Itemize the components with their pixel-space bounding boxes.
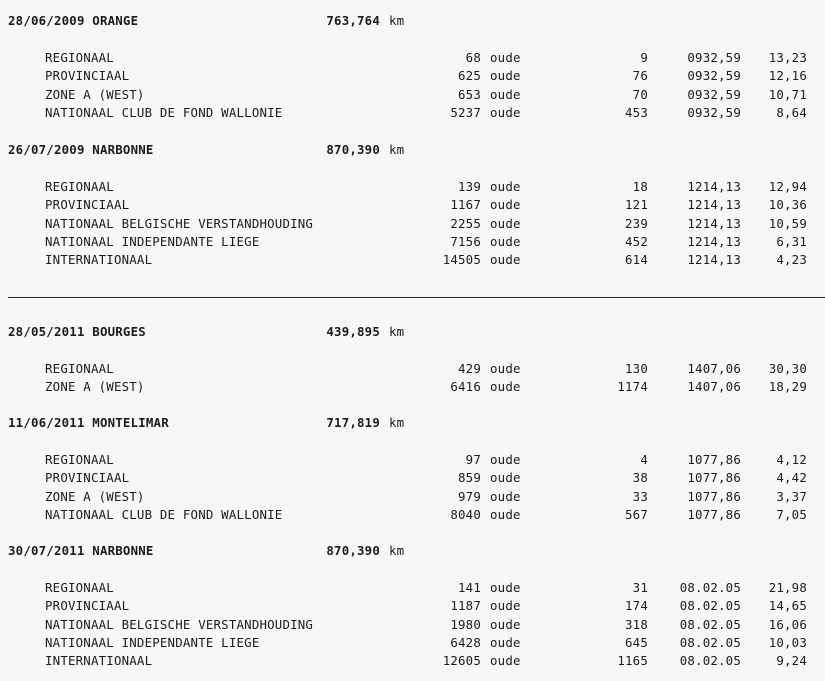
percentage-value: 12,94 — [768, 179, 807, 194]
result-row — [0, 50, 825, 68]
entry-count: 1187 — [450, 598, 481, 614]
percentage-value: 13,23 — [768, 50, 807, 65]
speed-value: 0932,59 — [687, 68, 741, 84]
result-row — [0, 68, 825, 86]
entry-count: 12605 — [442, 653, 481, 669]
result-row — [0, 489, 825, 507]
race-date-place: 11/06/2011 MONTELIMAR — [8, 415, 169, 430]
category-name: PROVINCIAAL — [45, 598, 130, 614]
age-class: oude — [490, 68, 521, 84]
speed-value: 1077,86 — [687, 506, 741, 522]
result-row — [0, 507, 825, 525]
category-name: NATIONAAL BELGISCHE VERSTANDHOUDING — [45, 215, 314, 231]
speed-value: 1214,13 — [687, 233, 741, 249]
age-class: oude — [490, 580, 521, 595]
age-class: oude — [490, 197, 521, 213]
speed-value: 1214,13 — [687, 215, 741, 231]
race-distance-unit: km — [389, 324, 405, 339]
entry-count: 6428 — [450, 634, 481, 650]
entry-count: 8040 — [450, 506, 481, 522]
entry-count: 979 — [458, 488, 481, 504]
race-block — [0, 415, 825, 525]
race-header — [0, 13, 825, 31]
race-date-place: 28/05/2011 BOURGES — [8, 324, 146, 339]
speed-value: 1214,13 — [687, 252, 741, 268]
category-name: PROVINCIAAL — [45, 197, 130, 213]
entry-count: 1167 — [450, 197, 481, 213]
speed-value: 1077,86 — [687, 488, 741, 504]
category-name: PROVINCIAAL — [45, 470, 130, 486]
category-name: ZONE A (WEST) — [45, 379, 145, 395]
entry-count: 859 — [458, 470, 481, 486]
age-class: oude — [490, 179, 521, 194]
category-name: INTERNATIONAAL — [45, 252, 153, 268]
race-distance: 870,390 — [326, 142, 380, 157]
percentage-value: 14,65 — [768, 598, 807, 614]
percentage-value: 16,06 — [768, 616, 807, 632]
result-row — [0, 617, 825, 635]
percentage-value: 3,37 — [776, 488, 807, 504]
category-name: REGIONAAL — [45, 50, 114, 65]
percentage-value: 30,30 — [768, 361, 807, 376]
age-class: oude — [490, 379, 521, 395]
prize-count: 38 — [632, 470, 648, 486]
speed-value: 1214,13 — [687, 179, 741, 194]
percentage-value: 18,29 — [768, 379, 807, 395]
result-row — [0, 653, 825, 671]
speed-value: 0932,59 — [687, 104, 741, 120]
category-name: REGIONAAL — [45, 179, 114, 194]
prize-count: 18 — [632, 179, 648, 194]
category-name: NATIONAAL CLUB DE FOND WALLONIE — [45, 104, 283, 120]
category-name: INTERNATIONAAL — [45, 653, 153, 669]
percentage-value: 6,31 — [776, 233, 807, 249]
prize-count: 130 — [625, 361, 648, 376]
result-row — [0, 234, 825, 252]
entry-count: 139 — [458, 179, 481, 194]
category-name: ZONE A (WEST) — [45, 488, 145, 504]
speed-value: 1077,86 — [687, 470, 741, 486]
result-row — [0, 216, 825, 234]
age-class: oude — [490, 452, 521, 467]
age-class: oude — [490, 50, 521, 65]
category-name: REGIONAAL — [45, 452, 114, 467]
age-class: oude — [490, 470, 521, 486]
age-class: oude — [490, 616, 521, 632]
result-rows — [0, 179, 825, 270]
result-row — [0, 580, 825, 598]
result-row — [0, 87, 825, 105]
race-distance: 717,819 — [326, 415, 380, 430]
prize-count: 31 — [632, 580, 648, 595]
age-class: oude — [490, 86, 521, 102]
race-date-place: 30/07/2011 NARBONNE — [8, 543, 154, 558]
category-name: NATIONAAL INDEPENDANTE LIEGE — [45, 233, 260, 249]
age-class: oude — [490, 252, 521, 268]
category-name: NATIONAAL BELGISCHE VERSTANDHOUDING — [45, 616, 314, 632]
percentage-value: 7,05 — [776, 506, 807, 522]
entry-count: 625 — [458, 68, 481, 84]
result-row — [0, 635, 825, 653]
age-class: oude — [490, 361, 521, 376]
percentage-value: 4,23 — [776, 252, 807, 268]
race-distance: 870,390 — [326, 543, 380, 558]
race-date-place: 28/06/2009 ORANGE — [8, 13, 139, 28]
entry-count: 68 — [465, 50, 481, 65]
result-row — [0, 252, 825, 270]
entry-count: 6416 — [450, 379, 481, 395]
percentage-value: 10,71 — [768, 86, 807, 102]
speed-value: 1407,06 — [687, 361, 741, 376]
race-block — [0, 13, 825, 123]
speed-value: 08.02.05 — [679, 598, 741, 614]
result-rows — [0, 50, 825, 123]
race-block — [0, 324, 825, 398]
entry-count: 97 — [465, 452, 481, 467]
speed-value: 08.02.05 — [679, 580, 741, 595]
race-block — [0, 543, 825, 671]
race-date-place: 26/07/2009 NARBONNE — [8, 142, 154, 157]
percentage-value: 12,16 — [768, 68, 807, 84]
result-row — [0, 598, 825, 616]
speed-value: 0932,59 — [687, 50, 741, 65]
result-row — [0, 361, 825, 379]
age-class: oude — [490, 233, 521, 249]
result-row — [0, 470, 825, 488]
race-distance: 763,764 — [326, 13, 380, 28]
speed-value: 0932,59 — [687, 86, 741, 102]
entry-count: 1980 — [450, 616, 481, 632]
result-row — [0, 379, 825, 397]
prize-count: 452 — [625, 233, 648, 249]
percentage-value: 21,98 — [768, 580, 807, 595]
category-name: NATIONAAL INDEPENDANTE LIEGE — [45, 634, 260, 650]
age-class: oude — [490, 488, 521, 504]
prize-count: 70 — [632, 86, 648, 102]
age-class: oude — [490, 598, 521, 614]
speed-value: 1214,13 — [687, 197, 741, 213]
prize-count: 645 — [625, 634, 648, 650]
percentage-value: 10,59 — [768, 215, 807, 231]
race-distance-unit: km — [389, 543, 405, 558]
percentage-value: 10,03 — [768, 634, 807, 650]
age-class: oude — [490, 653, 521, 669]
section-divider — [8, 297, 825, 298]
result-rows — [0, 452, 825, 525]
entry-count: 141 — [458, 580, 481, 595]
prize-count: 1174 — [617, 379, 648, 395]
speed-value: 08.02.05 — [679, 616, 741, 632]
prize-count: 614 — [625, 252, 648, 268]
entry-count: 653 — [458, 86, 481, 102]
prize-count: 121 — [625, 197, 648, 213]
race-block — [0, 142, 825, 270]
prize-count: 239 — [625, 215, 648, 231]
entry-count: 429 — [458, 361, 481, 376]
entry-count: 2255 — [450, 215, 481, 231]
speed-value: 08.02.05 — [679, 634, 741, 650]
entry-count: 7156 — [450, 233, 481, 249]
percentage-value: 8,64 — [776, 104, 807, 120]
prize-count: 33 — [632, 488, 648, 504]
age-class: oude — [490, 215, 521, 231]
entry-count: 14505 — [442, 252, 481, 268]
race-header — [0, 543, 825, 561]
percentage-value: 4,42 — [776, 470, 807, 486]
race-header — [0, 324, 825, 342]
prize-count: 9 — [640, 50, 648, 65]
result-row — [0, 179, 825, 197]
prize-count: 76 — [632, 68, 648, 84]
age-class: oude — [490, 634, 521, 650]
result-rows — [0, 361, 825, 398]
prize-count: 174 — [625, 598, 648, 614]
percentage-value: 4,12 — [776, 452, 807, 467]
race-distance-unit: km — [389, 13, 405, 28]
prize-count: 4 — [640, 452, 648, 467]
result-row — [0, 105, 825, 123]
prize-count: 1165 — [617, 653, 648, 669]
race-header — [0, 415, 825, 433]
speed-value: 1077,86 — [687, 452, 741, 467]
category-name: REGIONAAL — [45, 361, 114, 376]
speed-value: 08.02.05 — [679, 653, 741, 669]
result-row — [0, 452, 825, 470]
category-name: NATIONAAL CLUB DE FOND WALLONIE — [45, 506, 283, 522]
race-distance-unit: km — [389, 415, 405, 430]
speed-value: 1407,06 — [687, 379, 741, 395]
age-class: oude — [490, 104, 521, 120]
percentage-value: 10,36 — [768, 197, 807, 213]
category-name: PROVINCIAAL — [45, 68, 130, 84]
percentage-value: 9,24 — [776, 653, 807, 669]
result-row — [0, 197, 825, 215]
prize-count: 567 — [625, 506, 648, 522]
race-distance-unit: km — [389, 142, 405, 157]
age-class: oude — [490, 506, 521, 522]
prize-count: 318 — [625, 616, 648, 632]
race-header — [0, 142, 825, 160]
race-distance: 439,895 — [326, 324, 380, 339]
category-name: ZONE A (WEST) — [45, 86, 145, 102]
entry-count: 5237 — [450, 104, 481, 120]
result-rows — [0, 580, 825, 671]
prize-count: 453 — [625, 104, 648, 120]
category-name: REGIONAAL — [45, 580, 114, 595]
